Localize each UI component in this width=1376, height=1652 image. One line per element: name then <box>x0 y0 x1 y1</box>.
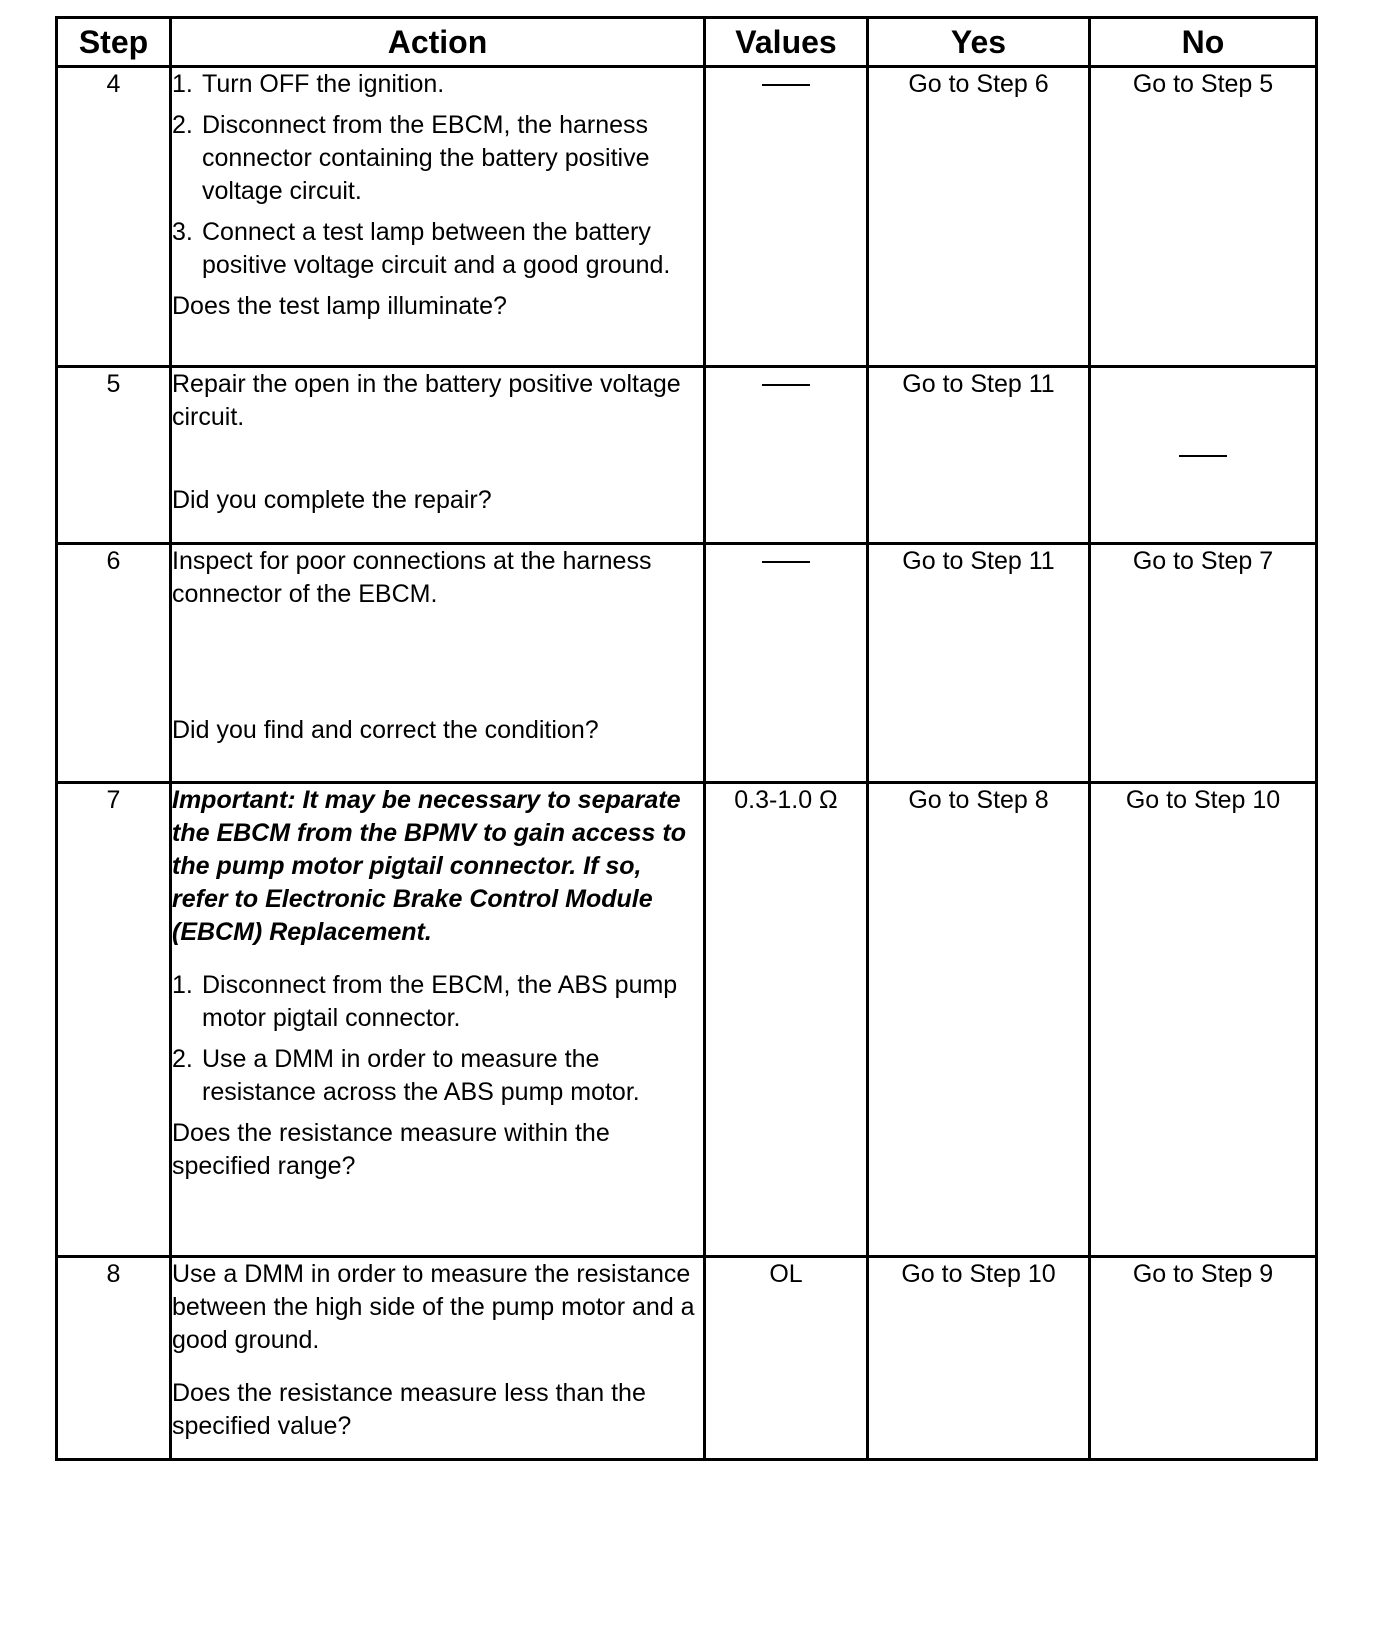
step-number: 7 <box>57 783 171 1257</box>
yes-result: Go to Step 11 <box>868 367 1090 544</box>
action-question: Did you complete the repair? <box>172 486 492 514</box>
step-number: 8 <box>57 1257 171 1460</box>
action-text: Inspect for poor connections at the harness connector of the EBCM. <box>172 547 652 608</box>
action-text: Connect a test lamp between the battery positive voltage circuit and a good ground. <box>202 218 671 279</box>
action-question: Does the resistance measure within the specified range? <box>172 1119 610 1180</box>
action-item <box>172 216 703 282</box>
header-no: No <box>1090 18 1317 67</box>
important-note: Important: It may be necessary to separate the EBCM from the BPMV to gain access to the pump motor pigtail connector. If so, refer to Electronic Brake Control Module (EBCM) Replacement. <box>172 786 686 946</box>
action-question: Does the test lamp illuminate? <box>172 292 507 320</box>
yes-result: Go to Step 11 <box>868 544 1090 783</box>
action-text: Disconnect from the EBCM, the ABS pump motor pigtail connector. <box>202 971 678 1032</box>
table-row <box>57 783 1317 1257</box>
action-item <box>172 1043 703 1109</box>
action-cell <box>171 783 705 1257</box>
yes-result: Go to Step 10 <box>868 1257 1090 1460</box>
step-number: 5 <box>57 367 171 544</box>
table-row <box>57 544 1317 783</box>
action-cell <box>171 367 705 544</box>
action-number: 2. <box>172 111 193 139</box>
action-cell <box>171 544 705 783</box>
action-question: Does the resistance measure less than the specified value? <box>172 1379 646 1440</box>
no-result: Go to Step 10 <box>1090 783 1317 1257</box>
values-cell <box>705 544 868 783</box>
action-number: 1. <box>172 70 193 98</box>
action-item <box>172 969 703 1035</box>
no-result: Go to Step 7 <box>1090 544 1317 783</box>
table-row <box>57 67 1317 367</box>
action-text: Turn OFF the ignition. <box>202 70 445 98</box>
table-row <box>57 1257 1317 1460</box>
header-action: Action <box>171 18 705 67</box>
action-text: Use a DMM in order to measure the resistance between the high side of the pump motor and a good ground. <box>172 1260 695 1354</box>
header-values: Values <box>705 18 868 67</box>
action-number: 1. <box>172 971 193 999</box>
not-applicable-dash <box>1179 455 1227 457</box>
table-header-row <box>57 18 1317 67</box>
yes-result: Go to Step 8 <box>868 783 1090 1257</box>
header-step: Step <box>57 18 171 67</box>
header-yes: Yes <box>868 18 1090 67</box>
values-cell <box>705 367 868 544</box>
action-item <box>172 109 703 208</box>
action-list <box>172 969 703 1109</box>
not-applicable-dash <box>762 561 810 563</box>
action-cell <box>171 1257 705 1460</box>
values-cell <box>705 67 868 367</box>
action-item <box>172 68 703 101</box>
yes-result: Go to Step 6 <box>868 67 1090 367</box>
action-text: Repair the open in the battery positive voltage circuit. <box>172 370 681 431</box>
values-cell: OL <box>705 1257 868 1460</box>
no-result: Go to Step 5 <box>1090 67 1317 367</box>
action-text: Use a DMM in order to measure the resistance across the ABS pump motor. <box>202 1045 640 1106</box>
step-number: 6 <box>57 544 171 783</box>
action-cell <box>171 67 705 367</box>
no-result: Go to Step 9 <box>1090 1257 1317 1460</box>
action-number: 2. <box>172 1045 193 1073</box>
not-applicable-dash <box>762 384 810 386</box>
step-number: 4 <box>57 67 171 367</box>
diagnostic-steps-table <box>55 16 1318 1461</box>
no-result <box>1090 367 1317 544</box>
action-list <box>172 68 703 282</box>
not-applicable-dash <box>762 84 810 86</box>
action-question: Did you find and correct the condition? <box>172 716 599 744</box>
values-cell: 0.3-1.0 Ω <box>705 783 868 1257</box>
table-row <box>57 367 1317 544</box>
action-number: 3. <box>172 218 193 246</box>
action-text: Disconnect from the EBCM, the harness connector containing the battery positive voltage circuit. <box>202 111 650 205</box>
